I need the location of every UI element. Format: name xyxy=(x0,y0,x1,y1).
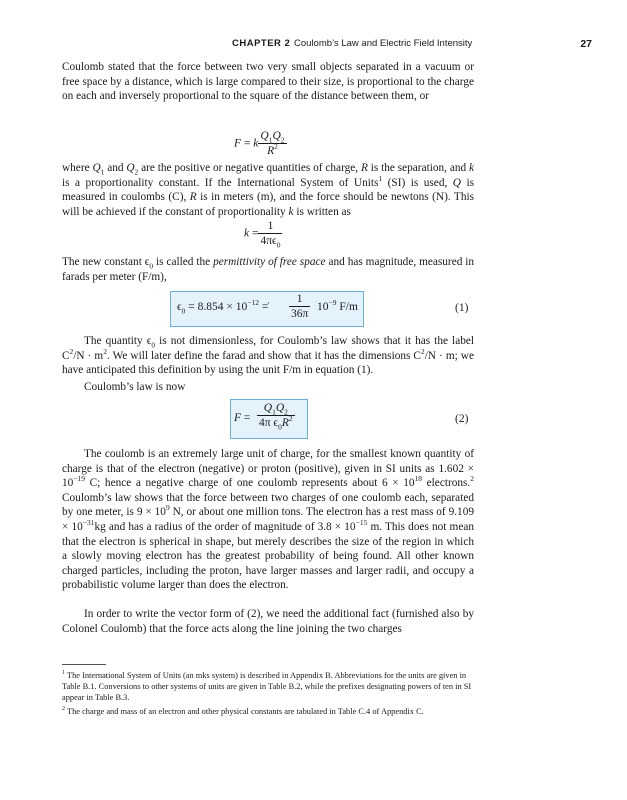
paragraph-permittivity: The new constant $\epsilon_0$ is called the permittivity of free space and has magnitude, measured in farads per meter (F/m), xyxy=(62,256,475,283)
paragraph-dimensions: The quantity $\epsilon_0$ is not dimensionless, for Coulomb’s law shows that it has the label $C^2/N \cdot m^2$. We will later define the farad and show that it has the dimensions $C^2/N \cdot m$; we have anticipated this definition by using the unit F/m in equation (1). xyxy=(62,335,475,377)
equation-k-definition: k = $\frac{1}{4\pi\epsilon_0}$ xyxy=(244,220,281,250)
paragraph-definitions: where $Q_1$ and $Q_2$ are the positive or negative quantities of charge, R is the separation, and k is a proportionality constant. If the International System of Units$^1$ (SI) is used, Q is measured in coulombs (C), R is in meters (m), and the force should be newtons (N). This will be achieved if the constant of proportionality k is written as xyxy=(62,162,475,218)
paragraph-electron: The coulomb is an extremely large unit of charge, for the smallest known quantity of charge is that of the electron (negative) or proton (positive), given in SI units as $1.602 \times 10^{-19}$ C; hence a negative charge of one coulomb represents about $6 \times 10^{18}$ electrons.$^2$ Coulomb’s law shows that the force between two charges of one coulomb each, separated by one meter, is $9 \times 10^9$ N, or about one million tons. The electron has a rest mass of $9.109 \times 10^{-31}kg$ and has a radius of the order of magnitude of $3.8 \times 10^{-15}$ m. This does not mean that the electron is spherical in shape, but merely describes the size of the region in which a slowly moving electron has the greatest probability of being found. All other known charged particles, including the proton, have larger masses and larger radii, and occupy a probabilistic volume larger than does the electron. xyxy=(62,448,475,592)
footnote-divider xyxy=(62,664,106,665)
equation-2-number: (2) xyxy=(455,413,469,425)
footnote-1: $^1$ The International System of Units (an mks system) is described in Appendix B. Abbreviations for the units are given in Table B.1. Conversions to other systems of units are given in Table B.2, while the prefixes designating powers of ten in SI appear in Table B.3. xyxy=(62,670,472,702)
paragraph-intro: Coulomb stated that the force between two very small objects separated in a vacuum or free space by a distance, which is large compared to their size, is proportional to the charge on each and inversely proportional to the square of the distance between them, or xyxy=(62,61,474,103)
equation-2-box: F = $\frac{Q_1Q_2}{4\pi \epsilon_0R^2}$ xyxy=(230,399,308,439)
paragraph-vector-form: In order to write the vector form of (2), we need the additional fact (furnished also by Colonel Coulomb) that the force acts along the line joining the two charges xyxy=(62,608,474,635)
footnote-2: $^2$ The charge and mass of an electron and other physical constants are tabulated in Table C.4 of Appendix C. xyxy=(62,706,424,716)
page-number: 27 xyxy=(580,38,592,50)
chapter-label: CHAPTER 2 xyxy=(232,38,291,49)
equation-coulomb-basic: F = k $\frac{Q_1Q_2}{R^2}$ xyxy=(234,130,285,157)
paragraph-coulomb-now: Coulomb’s law is now xyxy=(84,381,186,393)
equation-1-box: $\epsilon_0 = 8.854 \times 10^{-12}$ =̇ $\frac{1}{36\pi}$ $10^{-9}$ F/m xyxy=(170,291,364,327)
equation-1-number: (1) xyxy=(455,302,469,314)
running-header xyxy=(0,38,627,52)
chapter-title: Coulomb’s Law and Electric Field Intensity xyxy=(294,38,473,49)
